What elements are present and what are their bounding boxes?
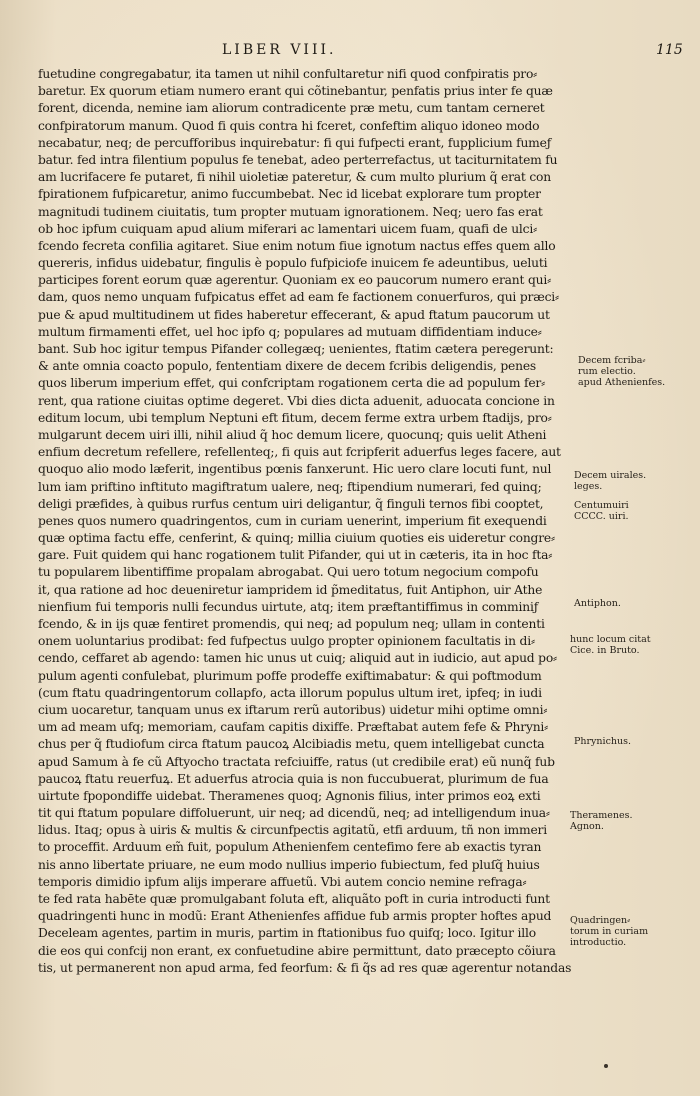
- marginal-note: Centumuiri CCCC. uiri.: [574, 500, 629, 522]
- text-line: lum iam priftino inftituto magiftratum ualere, neq; ftipendium numerari, fed quinq;: [38, 479, 542, 494]
- text-line: gare. Fuit quidem qui hanc rogationem tulit Pifander, qui ut in cæteris, ita in hoc fta⸗: [38, 548, 553, 563]
- marginal-note: Theramenes. Agnon.: [570, 810, 633, 832]
- marginal-note: Antiphon.: [574, 598, 621, 609]
- marginal-note: Decem fcriba⸗ rum electio. apud Athenienfes.: [578, 355, 666, 388]
- text-line: & ante omnia coacto populo, fententiam dixere de decem fcribis deligendis, penes: [38, 359, 537, 374]
- marginal-note: hunc locum citat Cice. in Bruto.: [570, 634, 651, 656]
- text-line: nis anno libertate priuare, ne eum modo nullius imperio fubiectum, fed pluſq̃ huius: [38, 857, 540, 872]
- text-line: deligi præfides, à quibus rurfus centum uiri deligantur, q̃ finguli ternos fibi cooptet,: [38, 496, 544, 511]
- text-line: uirtute fpopondiffe uidebat. Theramenes quoq; Agnonis filius, inter primos eoꝝ exti: [38, 788, 541, 803]
- text-line: am lucrifacere fe putaret, fi nihil uioletiæ pateretur, & cum multo plurium q̃ erat con: [38, 170, 551, 185]
- text-line: rent, qua ratione ciuitas optime degeret. Vbi dies dicta aduenit, aduocata concione in: [38, 393, 555, 408]
- text-line: Deceleam agentes, partim in muris, partim in ftationibus fuo quifq; loco. Igitur illo: [38, 926, 536, 941]
- text-line: dam, quos nemo unquam fufpicatus effet ad eam fe factionem conuerfuros, qui præci⸗: [38, 290, 559, 305]
- text-line: die eos qui confcij non erant, ex confuetudine abire permittunt, dato præcepto cõiura: [38, 943, 556, 958]
- text-line: cium uocaretur, tanquam unus ex iftarum rerũ autoribus) uidetur mihi optime omni⸗: [38, 702, 548, 717]
- marginal-note: Decem uirales. leges.: [574, 470, 647, 492]
- text-line: quos liberum imperium effet, qui confcriptam rogationem certa die ad populum fer⸗: [38, 376, 546, 391]
- text-line: penes quos numero quadringentos, cum in curiam uenerint, imperium fit exequendi: [38, 513, 547, 528]
- text-line: quæ optima factu effe, cenferint, & quinq; millia ciuium quoties eis uideretur congre⸗: [38, 531, 555, 546]
- text-line: multum firmamenti effet, uel hoc ipfo q; populares ad mutuam diffidentiam induce⸗: [38, 324, 542, 339]
- text-line: bant. Sub hoc igitur tempus Pifander collegæq; uenientes, ftatim cætera peregerunt:: [38, 342, 554, 356]
- text-line: te fed rata habēte quæ promulgabant foluta eft, aliquãto poft in curia introducti funt: [38, 892, 550, 906]
- text-line: participes forent eorum quæ agerentur. Quoniam ex eo paucorum numero erant qui⸗: [38, 273, 551, 288]
- text-line: it, qua ratione ad hoc deueniretur iampridem id p̃meditatus, fuit Antiphon, uir Athe: [38, 582, 543, 597]
- text-line: apud Samum à fe cũ Aftyocho tractata refciuiffe, ratus (ut credibile erat) eũ nunq̃ fub: [38, 754, 555, 769]
- text-line: lidus. Itaq; opus à uiris & multis & circunfpectis agitatũ, etfi arduum, tñ non immeri: [38, 823, 547, 838]
- text-line: to proceffit. Arduum em̃ fuit, populum Athenienfem centefimo fere ab exactis tyran: [38, 840, 542, 855]
- text-line: tu popularem libentiffime propalam abrogabat. Qui uero totum negocium compofu: [38, 565, 539, 580]
- text-line: tis, ut permanerent non apud arma, fed feorfum: & fi q̃s ad res quæ agerentur notandas: [38, 960, 572, 975]
- text-line: ob hoc ipfum cuiquam apud alium miferari ac lamentari uicem fuam, quafi de ulci⸗: [38, 221, 537, 236]
- text-line: paucoꝝ ftatu reuerfuꝝ. Et aduerfus atrocia quia is non fuccubuerat, plurimum de fua: [38, 771, 549, 786]
- text-line: magnitudi tudinem ciuitatis, tum propter mutuam ignorationem. Neq; uero fas erat: [38, 204, 543, 219]
- text-line: quoquo alio modo læferit, ingentibus pœnis fanxerunt. Hic uero clare locuti funt, nul: [38, 462, 552, 477]
- text-line: tit qui ftatum populare diffoluerunt, uir neq; ad dicendũ, neq; ad intelligendum inua⸗: [38, 806, 550, 821]
- text-line: baretur. Ex quorum etiam numero erant qui cõtinebantur, penfatis prius inter fe quæ: [38, 84, 553, 99]
- text-line: quadringenti hunc in modũ: Erant Athenienfes affidue fub armis propter hoftes apud: [38, 909, 552, 924]
- text-line: fuetudine congregabatur, ita tamen ut nihil confultaretur nifi quod confpiratis pro⸗: [38, 67, 538, 81]
- text-line: (cum ftatu quadringentorum collapfo, acta illorum populus ultum iret, ipfeq; in iudi: [38, 685, 542, 700]
- text-line: enfium decretum refellere, refellenteq;, fi quis aut fcripferit aduerfus leges facere, aut: [38, 445, 561, 460]
- text-line: um ad meam ufq; memoriam, caufam capitis dixiffe. Præftabat autem fefe & Phryni⸗: [38, 720, 549, 735]
- text-line: editum locum, ubi templum Neptuni eft fitum, decem ferme extra urbem ftadijs, pro⸗: [38, 410, 552, 425]
- text-line: forent, dicenda, nemine iam aliorum contradicente præ metu, cum tantam cerneret: [38, 101, 545, 116]
- text-line: necabatur, neq; de percufforibus inquirebatur: fi qui fufpecti erant, fupplicium fumeƒ: [38, 135, 552, 150]
- text-line: pue & apud multitudinem ut fides haberetur effecerant, & apud ftatum paucorum ut: [38, 307, 550, 322]
- text-line: cendo, ceffaret ab agendo: tamen hic unus ut cuiq; aliquid aut in iudicio, aut apud po⸗: [38, 651, 557, 666]
- text-line: fpirationem fufpicaretur, animo fuccumbebat. Nec id licebat explorare tum propter: [38, 187, 541, 202]
- text-line: batur. fed intra filentium populus fe tenebat, adeo perterrefactus, ut taciturnitatem fu: [38, 152, 558, 167]
- text-line: quereris, infidus uidebatur, fingulis è populo fufpiciofe inuicem fe adeuntibus, ueluti: [38, 256, 548, 271]
- marginal-note: Quadringen⸗ torum in curiam introductio.: [570, 915, 649, 948]
- text-line: fcendo fecreta confilia agitaret. Siue enim notum fiue ignotum nactus effes quem allo: [38, 238, 556, 253]
- body-text: [38, 66, 574, 977]
- ink-speck: [604, 1064, 608, 1068]
- text-line: temporis dimidio ipfum alijs imperare affuetũ. Vbi autem concio nemine refraga⸗: [38, 874, 527, 889]
- text-line: confpiratorum manum. Quod fi quis contra hi fceret, confeftim aliquo idoneo modo: [38, 118, 540, 133]
- text-line: chus per q̃ ftudiofum circa ftatum paucoꝝ Alcibiadis metu, quem intelligebat cuncta: [38, 737, 545, 752]
- text-line: pulum agenti confulebat, plurimum poffe prodeffe exiftimabatur: & qui poftmodum: [38, 668, 542, 683]
- text-line: nienfium fui temporis nulli fecundus uirtute, atq; item præftantiffimus in comminiƒ: [38, 599, 539, 614]
- running-head: LIBER VIII.: [222, 42, 337, 58]
- text-line: onem uoluntarius prodibat: fed fufpectus uulgo propter opinionem facultatis in di⸗: [38, 634, 535, 649]
- marginal-note: Phrynichus.: [574, 736, 632, 747]
- text-line: mulgarunt decem uiri illi, nihil aliud q̃ hoc demum licere, quocunq; quis uelit Atheni: [38, 427, 547, 442]
- page-header: [0, 42, 700, 62]
- folio-number: 115: [656, 42, 683, 58]
- text-line: fcendo, & in ijs quæ fentiret promendis, qui neq; ad populum neq; ullam in contenti: [38, 617, 545, 631]
